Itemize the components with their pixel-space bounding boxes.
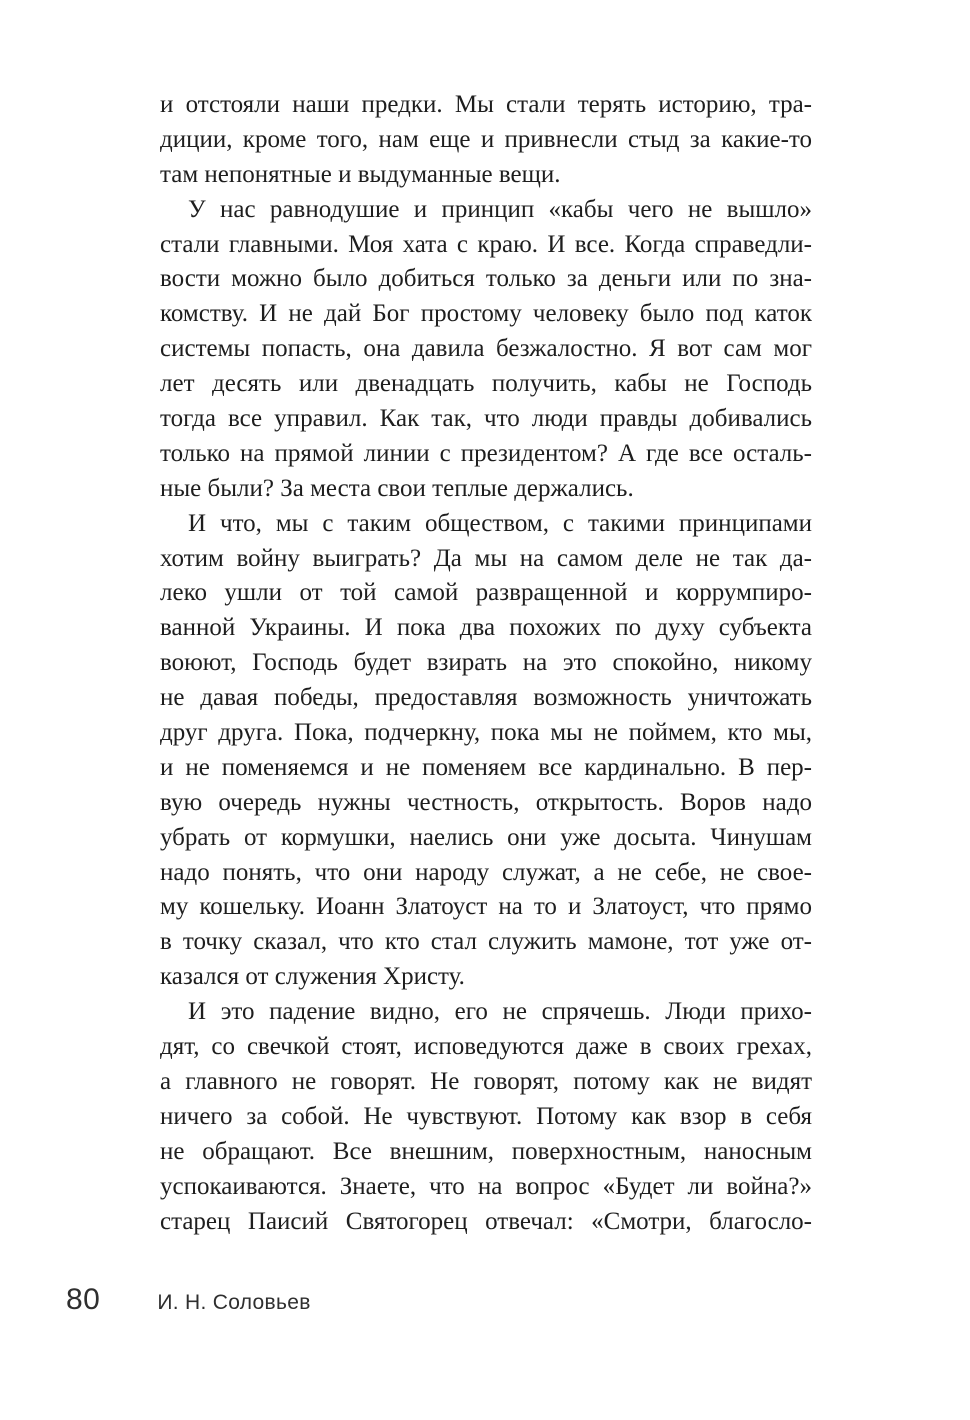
text-line: вую очередь нужны честность, открытость. Воров надо [160, 788, 812, 816]
text-line: У нас равнодушие и принцип «кабы чего не вышло» [188, 195, 812, 223]
text-line: не обращают. Все внешним, поверхностным, наносным [160, 1137, 812, 1165]
paragraph [160, 995, 812, 1239]
text-line: тогда все управил. Как так, что люди правды добивались [160, 405, 812, 433]
text-line: в точку сказал, что кто стал служить мамоне, тот уже от- [160, 928, 812, 956]
text-line: не давая победы, предоставляя возможность уничтожать [160, 684, 812, 712]
text-line: а главного не говорят. Не говорят, потому как не видят [160, 1067, 812, 1095]
text-line: старец Паисий Святогорец отвечал: «Смотри, благосло- [160, 1207, 812, 1235]
text-line: ничего за собой. Не чувствуют. Потому как взор в себя [160, 1102, 812, 1130]
text-line: лет десять или двенадцать получить, кабы не Господь [160, 370, 812, 398]
text-line: там непонятные и выдуманные вещи. [160, 160, 561, 188]
text-line: комству. И не дай Бог простому человеку было под каток [160, 300, 812, 328]
text-line: И это падение видно, его не спрячешь. Люди прихо- [188, 998, 812, 1026]
text-line: стали главными. Моя хата с краю. И все. Когда справедли- [160, 230, 812, 258]
text-line: надо понять, что они народу служат, а не себе, не свое- [160, 858, 812, 886]
paragraph [160, 193, 812, 507]
text-line: ные были? За места свои теплые держались. [160, 474, 634, 502]
text-line: му кошельку. Иоанн Златоуст на то и Златоуст, что прямо [160, 893, 812, 921]
paragraph [160, 88, 812, 193]
text-line: хотим войну выиграть? Да мы на самом деле не так да- [160, 544, 812, 572]
text-line: системы попасть, она давила безжалостно. Я вот сам мог [160, 335, 812, 363]
text-line: и не поменяемся и не поменяем все кардинально. В пер- [160, 753, 812, 781]
text-line: диции, кроме того, нам еще и привнесли стыд за какие-то [160, 125, 812, 153]
running-title-author: И. Н. Соловьев [157, 1291, 311, 1314]
text-line: дят, со свечкой стоят, исповедуются даже в своих грехах, [160, 1033, 812, 1061]
text-line: вости можно было добиться только за деньги или по зна- [160, 265, 812, 293]
page-number: 80 [66, 1283, 101, 1316]
text-line: только на прямой линии с президентом? А где все осталь- [160, 439, 812, 467]
text-line: казался от служения Христу. [160, 963, 465, 991]
text-line: ванной Украины. И пока два похожих по духу субъекта [160, 614, 812, 642]
body-text [160, 88, 812, 1239]
paragraph [160, 507, 812, 995]
text-line: И что, мы с таким обществом, с такими принципами [188, 509, 812, 537]
text-line: друг друга. Пока, подчеркну, пока мы не поймем, кто мы, [160, 719, 812, 747]
text-line: воюют, Господь будет взирать на это спокойно, никому [160, 649, 812, 677]
text-line: убрать от кормушки, наелись они уже досыта. Чинушам [160, 823, 812, 851]
text-line: леко ушли от той самой развращенной и коррумпиро- [160, 579, 812, 607]
page-footer [66, 1283, 816, 1317]
text-line: успокаиваются. Знаете, что на вопрос «Будет ли война?» [160, 1172, 812, 1200]
text-line: и отстояли наши предки. Мы стали терять историю, тра- [160, 91, 812, 118]
